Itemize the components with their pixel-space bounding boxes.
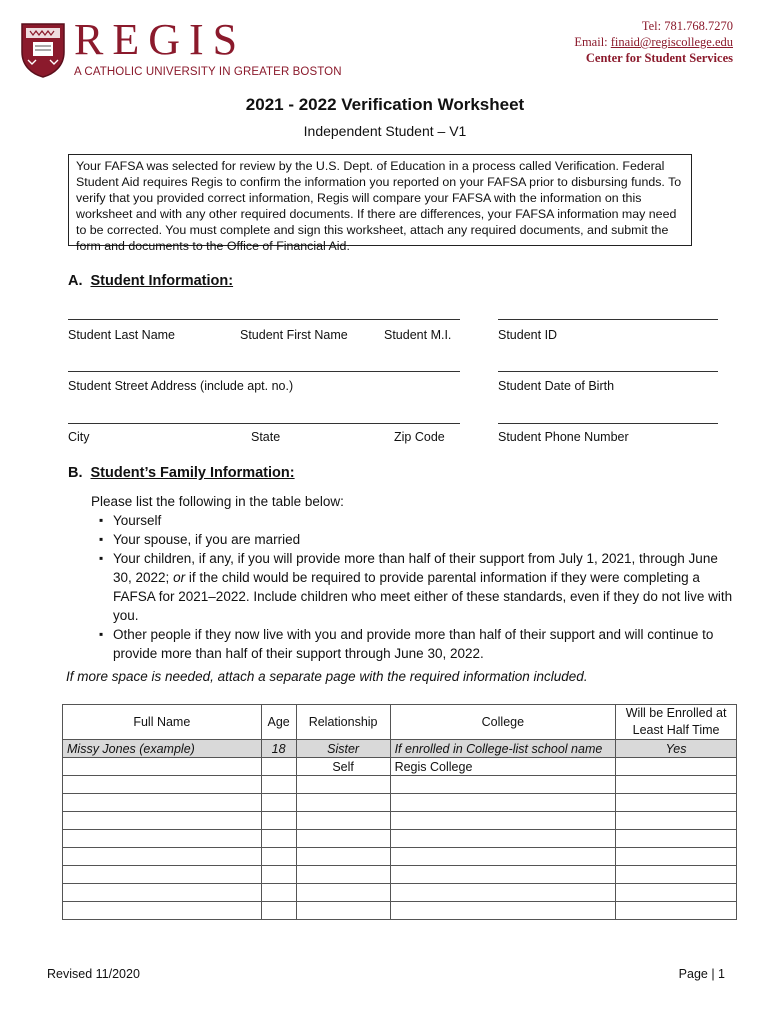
table-cell[interactable] <box>63 866 262 884</box>
table-cell[interactable] <box>390 848 616 866</box>
table-cell[interactable] <box>296 884 390 902</box>
table-cell[interactable] <box>390 830 616 848</box>
bullet-yourself: ▪ Yourself <box>91 511 736 530</box>
table-cell[interactable] <box>261 794 296 812</box>
contact-department: Center for Student Services <box>585 51 733 65</box>
table-cell[interactable] <box>390 884 616 902</box>
section-b-heading <box>68 465 295 481</box>
header-relationship: Relationship <box>296 705 390 740</box>
contact-block <box>574 18 733 66</box>
table-cell[interactable] <box>63 902 262 920</box>
bullet-children-part1: Your children, if any, if you will provide more than half of their support from July 1, 2021, through June 30, 2022; <box>113 551 718 585</box>
table-cell[interactable] <box>261 866 296 884</box>
table-cell[interactable] <box>63 812 262 830</box>
cell-self-college: Regis College <box>390 758 616 776</box>
phone-input-line[interactable] <box>498 423 718 424</box>
table-cell[interactable] <box>616 794 737 812</box>
label-city: City <box>68 430 90 444</box>
bullet-children-part2: if the child would be required to provide parental information if they were completing a FAFSA for 2021–2022. Include children who meet either of these standards, even if they do not live with you. <box>113 570 733 623</box>
section-b-letter: B. <box>68 465 83 481</box>
brand-name: REGIS <box>74 15 247 64</box>
section-a-title: Student Information: <box>90 273 234 289</box>
table-cell[interactable] <box>616 812 737 830</box>
table-row-example <box>63 740 737 758</box>
table-cell[interactable] <box>390 794 616 812</box>
cell-example-age: 18 <box>261 740 296 758</box>
table-cell[interactable] <box>390 812 616 830</box>
table-cell[interactable] <box>63 776 262 794</box>
table-cell[interactable] <box>616 776 737 794</box>
label-phone: Student Phone Number <box>498 430 629 444</box>
brand-tagline: A CATHOLIC UNIVERSITY IN GREATER BOSTON <box>74 66 342 78</box>
header-age: Age <box>261 705 296 740</box>
intro-box: Your FAFSA was selected for review by the U.S. Dept. of Education in a process called Verification. Federal Student Aid requires Regis to confirm the information you reported on your FAFSA prior to disbursing funds. To verify that you provided correct information, Regis will compare your FAFSA with the information on this worksheet and with any other required documents. If there are differences, your FAFSA information may need to be corrected. You must complete and sign this worksheet, attach any required documents, and submit the form and documents to the Office of Financial Aid. <box>68 154 692 246</box>
table-cell[interactable] <box>616 884 737 902</box>
dob-input-line[interactable] <box>498 371 718 372</box>
table-cell[interactable] <box>390 776 616 794</box>
page-number: Page | 1 <box>678 967 725 981</box>
header-enrolled: Will be Enrolled at Least Half Time <box>616 705 737 740</box>
space-note: If more space is needed, attach a separate page with the required information included. <box>66 669 588 684</box>
table-cell[interactable] <box>296 776 390 794</box>
contact-tel: Tel: 781.768.7270 <box>641 19 733 33</box>
table-row <box>63 794 737 812</box>
table-cell[interactable] <box>616 866 737 884</box>
cell-example-enrolled: Yes <box>616 740 737 758</box>
cell-self-relationship: Self <box>296 758 390 776</box>
bullet-children <box>91 549 736 625</box>
table-row <box>63 848 737 866</box>
section-a-heading <box>68 273 233 289</box>
label-address: Student Street Address (include apt. no.) <box>68 379 294 393</box>
cell-self-name[interactable] <box>63 758 262 776</box>
section-a-letter: A. <box>68 273 83 289</box>
table-cell[interactable] <box>296 830 390 848</box>
table-cell[interactable] <box>390 902 616 920</box>
table-row <box>63 776 737 794</box>
table-row <box>63 812 737 830</box>
table-header-row <box>63 705 737 740</box>
instructions-text: Please list the following in the table below: <box>91 494 344 509</box>
page-title: 2021 - 2022 Verification Worksheet <box>245 95 525 114</box>
table-row <box>63 884 737 902</box>
contact-email-label: Email: <box>574 35 611 49</box>
crest-logo-icon <box>20 22 66 78</box>
table-row <box>63 866 737 884</box>
label-first-name: Student First Name <box>240 328 348 342</box>
table-cell[interactable] <box>63 794 262 812</box>
table-cell[interactable] <box>261 902 296 920</box>
table-cell[interactable] <box>390 866 616 884</box>
family-instructions <box>91 492 736 663</box>
table-cell[interactable] <box>261 848 296 866</box>
table-cell[interactable] <box>296 812 390 830</box>
bullet-children-or: or <box>173 570 186 585</box>
section-b-title: Student’s Family Information: <box>90 465 295 481</box>
label-student-id: Student ID <box>498 328 558 342</box>
header-college: College <box>390 705 616 740</box>
table-cell[interactable] <box>261 884 296 902</box>
bullet-other-people: ▪ Other people if they now live with you and provide more than half of their support and will continue to provide more than half of their support through June 30, 2022. <box>91 625 736 663</box>
name-input-line[interactable] <box>68 319 460 320</box>
table-cell[interactable] <box>616 848 737 866</box>
table-cell[interactable] <box>296 902 390 920</box>
table-cell[interactable] <box>296 794 390 812</box>
cell-example-relationship: Sister <box>296 740 390 758</box>
table-cell[interactable] <box>261 830 296 848</box>
table-cell[interactable] <box>63 848 262 866</box>
city-state-zip-input-line[interactable] <box>68 423 460 424</box>
cell-self-enrolled[interactable] <box>616 758 737 776</box>
label-last-name: Student Last Name <box>68 328 176 342</box>
contact-email-link[interactable]: finaid@regiscollege.edu <box>610 35 733 49</box>
table-cell[interactable] <box>296 866 390 884</box>
table-cell[interactable] <box>261 776 296 794</box>
label-dob: Student Date of Birth <box>498 379 615 393</box>
revised-date: Revised 11/2020 <box>47 967 140 981</box>
header-full-name: Full Name <box>63 705 262 740</box>
table-cell[interactable] <box>63 884 262 902</box>
table-row-self <box>63 758 737 776</box>
table-row <box>63 902 737 920</box>
table-cell[interactable] <box>63 830 262 848</box>
page-subtitle: Independent Student – V1 <box>303 123 467 139</box>
address-input-line[interactable] <box>68 371 460 372</box>
student-id-input-line[interactable] <box>498 319 718 320</box>
table-row <box>63 830 737 848</box>
bullet-list <box>91 511 736 663</box>
table-cell[interactable] <box>616 902 737 920</box>
label-state: State <box>251 430 281 444</box>
bullet-spouse: ▪ Your spouse, if you are married <box>91 530 736 549</box>
cell-example-name: Missy Jones (example) <box>63 740 262 758</box>
table-cell[interactable] <box>296 848 390 866</box>
contact-email-line <box>574 34 733 50</box>
label-mi: Student M.I. <box>384 328 452 342</box>
table-cell[interactable] <box>261 812 296 830</box>
label-zip: Zip Code <box>394 430 445 444</box>
cell-self-age[interactable] <box>261 758 296 776</box>
cell-example-college: If enrolled in College-list school name <box>390 740 616 758</box>
family-table <box>62 704 737 920</box>
table-cell[interactable] <box>616 830 737 848</box>
